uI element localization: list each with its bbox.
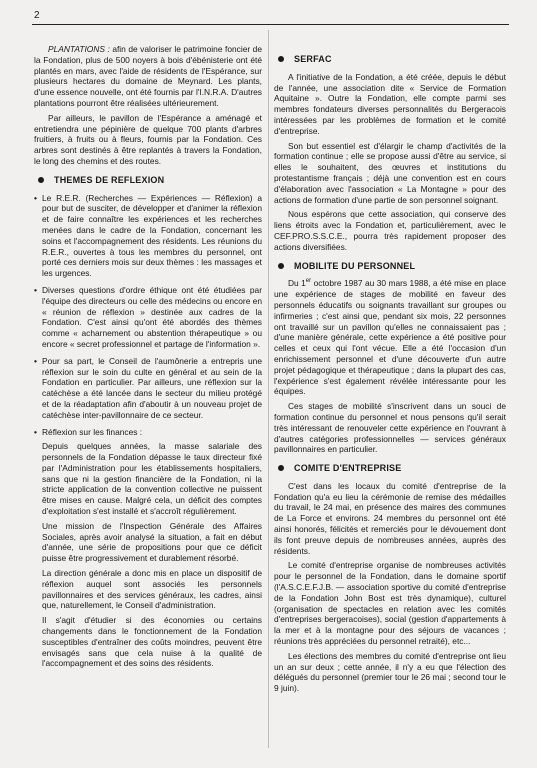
comite-paragraph-3: Les élections des membres du comité d'entreprise ont lieu un an sur deux ; cette année, il n'y a eu que l'élection des délégués du personnel (premier tour le 26 mai ; second tour le 9 juin). [274, 650, 506, 694]
plantations-label: PLANTATIONS : [48, 44, 110, 54]
bullet-dot-icon: • [34, 426, 37, 437]
bullet-icon [278, 263, 284, 269]
pepiniere-paragraph: Par ailleurs, le pavillon de l'Espérance a aménagé et entretiendra une pépinière de quelque 700 plants d'arbres fruitiers, à fruits ou à fleurs, fournis par la Fondation. Ces arbres sont destinés à être replantés à travers la Fondation, le long des chemins et des routes. [34, 112, 262, 166]
serfac-paragraph-2: Son but essentiel est d'élargir le champ d'activités de la formation continue ; elle se propose aussi d'être au service, si elles le souhaitent, des œuvres et institutions du protestantisme français ; déjà une convention est en cours d'élaboration avec l'association « La Montagne » pour des actions de formation d'une partie de son personnel soignant. [274, 140, 506, 205]
mobilite-paragraph-1 [274, 278, 506, 397]
bullet-dot-icon: • [34, 192, 37, 203]
page-number: 2 [34, 10, 40, 21]
left-column [34, 44, 262, 675]
comite-paragraph-1: C'est dans les locaux du comité d'entreprise de la Fondation qu'a eu lieu la cérémonie de remise des médailles du travail, le 24 mai, en présence des maires des communes de La Force et environs. 24 membres du personnel ont été ainsi honorés, félicités et remerciés pour le dévouement dont ils font preuve depuis de nombreuses années, auprès des résidents. [274, 480, 506, 556]
heading-reflexion [34, 175, 262, 186]
bullet-icon [278, 56, 284, 62]
bullet-icon [38, 177, 44, 183]
bullet-dot-icon: • [34, 355, 37, 366]
list-item-ethique [34, 285, 262, 350]
finances-paragraph-4: Il s'agit d'étudier si des économies ou certains changements dans le fonctionnement de la Fondation susceptibles d'entraîner des coûts moindres, peuvent être envisagés sans que cela nuise à la qualité de l'accompagnement et des soins des résidents. [42, 615, 262, 669]
finances-paragraph-3: La direction générale a donc mis en place un dispositif de réflexion auquel sont associés les personnels pavillonnaires et des services généraux, les cadres, ainsi que, naturellement, le Conseil d'administration. [42, 568, 262, 611]
serfac-paragraph-1: A l'initiative de la Fondation, a été créée, depuis le début de l'année, une association dite « Service de Formation Aquitaine ». Outre la Fondation, elle compte parmi ses membres fondateurs diverses personnalités du Bergeracois intéressées par les problèmes de formation et le comité d'entreprise. [274, 71, 506, 136]
mobilite-date-start: Du 1 [288, 278, 306, 289]
plantations-text: afin de valoriser le patrimoine foncier de la Fondation, plus de 500 noyers à bois d'ébénisterie ont été plantés en mars, avec l'aide de résidents de l'Espérance, sur plusieurs hectares du domaine de Meynard. Les plants, d'une essence nouvelle, ont été fournis par l'I.N.R.A. D'autres plantations pourront être réalisées ultérieurement. [34, 44, 262, 108]
ethique-text: Diverses questions d'ordre éthique ont été étudiées par l'équipe des directeurs ou celle des médecins ou encore en « réunion de réflexion » destinée aux cadres de la Fondation. C'est ainsi qu'ont été abordés des thèmes comme « acharnement ou abstention thérapeutique » ou encore « secret professionnel et partage de l'information ». [42, 284, 262, 349]
mobilite-date-sup: er [305, 278, 312, 285]
list-item-aumonerie [34, 356, 262, 421]
list-item-finances [34, 427, 262, 670]
finances-paragraph-2: Une mission de l'Inspection Générale des Affaires Sociales, après avoir analysé la situation, a fait en début d'année, une série de propositions pour que ce déficit puisse être progressivement et durablement résorbé. [42, 520, 262, 564]
heading-reflexion-text: THEMES DE REFLEXION [54, 174, 165, 185]
heading-serfac [274, 54, 506, 65]
finances-title: Réflexion sur les finances : [42, 426, 143, 437]
bullet-icon [278, 465, 284, 471]
mobilite-paragraph-2: Ces stages de mobilité s'inscrivent dans un souci de formation continue du personnel et nous pensons qu'il serait très intéressant de renouveler cette expérience en l'ouvrant à d'autres catégories professionnelles — services généraux pavillonnaires en particulier. [274, 401, 506, 455]
heading-mobilite [274, 261, 506, 272]
list-item-rer [34, 193, 262, 279]
serfac-paragraph-3: Nous espérons que cette association, qui conserve des liens étroits avec la Fondation et, particulièrement, avec le CEF.PRO.S.S.C.E., pourra très rapidement proposer des actions diversifiées. [274, 209, 506, 252]
right-column [274, 44, 506, 698]
heading-mobilite-text: MOBILITE DU PERSONNEL [294, 260, 416, 271]
heading-comite [274, 463, 506, 474]
comite-paragraph-2: Le comité d'entreprise organise de nombreuses activités pour le personnel de la Fondation, dans le domaine sportif (l'A.S.C.E.F.J.B. — association sportive du comité d'entreprise de la Fondation John Bost est très dynamique), culturel (organisation de spectacles en relation avec les comités d'entreprises bergeracoises), social (gestion d'appartements à la mer et à la montagne pour des séjours de vacances ; réunions très appréciées du personnel retraité), etc... [274, 560, 506, 647]
rer-text: Le R.E.R. (Recherches — Expériences — Réflexion) a pour but de susciter, de développer et d'animer la réflexion et de faire connaître les expériences et les recherches menées dans le cadre de la Fondation, concernant les soins et l'accompagnement des résidents. Les réunions du R.E.R., ouvertes à tous les membres du personnel, ont porté ces derniers mois sur deux thèmes : les massages et les urgences. [42, 192, 262, 279]
finances-paragraph-1: Depuis quelques années, la masse salariale des personnels de la Fondation dépasse le taux directeur fixé par l'Administration pour les établissements hospitaliers, sans que ni la gestion financière de la Fondation, ni la stricte application de la convention collective ne puissent être mises en cause. Malgré cela, un déficit des comptes d'exploitation s'est installé et s'accroît régulièrement. [42, 441, 262, 517]
mobilite-text: octobre 1987 au 30 mars 1988, a été mise en place une expérience de stages de mobilité en faveur des personnels éducatifs ou soignants travaillant sur groupes ou infirmeries ; c'est ainsi que, pendant six mois, 22 personnes ont travaillé sur un pavillon qu'elles ne connaissaient pas ; d'une manière générale, cette expérience a été positive pour celles et ceux qui l'ont vécue. Elle a été l'occasion d'un enrichissement personnel et d'une découverte d'un autre projet pédagogique et thérapeutique ; dans la plupart des cas, l'expérience s'est également révélée intéressante pour les équipes. [274, 278, 506, 397]
heading-comite-text: COMITE D'ENTREPRISE [294, 463, 402, 474]
aumonerie-text: Pour sa part, le Conseil de l'aumônerie a entrepris une réflexion sur le soin du culte en général et au sein de la Fondation en particulier. Par ailleurs, une réflexion sur la catéchèse a été lancée dans le secteur du milieu protégé et de la réadaptation afin d'aboutir à un nouveau projet de catéchèse inter-pavillonnaire de ce secteur. [42, 355, 262, 420]
plantations-paragraph [34, 44, 262, 109]
column-divider [268, 30, 269, 748]
bullet-dot-icon: • [34, 284, 37, 295]
heading-serfac-text: SERFAC [294, 54, 332, 64]
top-rule [32, 24, 509, 25]
